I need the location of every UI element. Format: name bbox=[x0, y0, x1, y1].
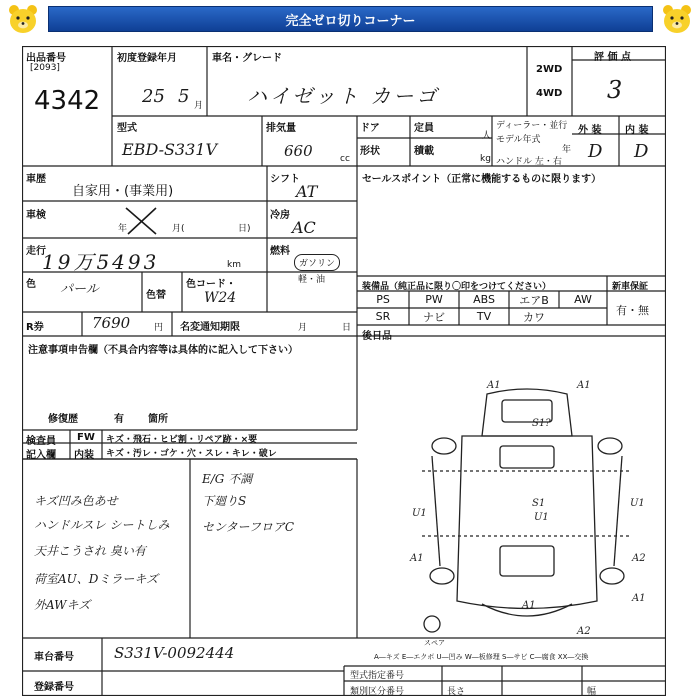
registration-year: 25 bbox=[142, 86, 165, 107]
ac-value: AC bbox=[292, 218, 316, 237]
usage-value: 自家用・(事業用) bbox=[72, 184, 174, 199]
mileage-value: 19万5493 bbox=[42, 250, 160, 274]
damage-mark: A1 bbox=[632, 593, 646, 604]
inspector-note-left: 外AWキズ bbox=[34, 598, 91, 612]
inspector-note-right: E/G 不調 bbox=[202, 472, 253, 486]
recycle-label: R券 bbox=[26, 322, 44, 333]
banner-title: 完全ゼロ切りコーナー bbox=[48, 6, 653, 32]
inspector-note-left: ハンドルスレ シートしみ bbox=[34, 518, 170, 532]
interior-check-label: 内装 bbox=[74, 450, 94, 461]
exterior-grade: D bbox=[588, 141, 603, 162]
spare-label: スペア bbox=[424, 639, 445, 647]
inspection-day: 日) bbox=[238, 224, 251, 234]
equipment-label: 装備品（純正品に限り〇印をつけてください） bbox=[362, 282, 552, 292]
entry-label: 記入欄 bbox=[26, 450, 56, 461]
damage-mark: S1 bbox=[532, 498, 546, 509]
lot-number-label: 出品番号 bbox=[26, 53, 66, 64]
interior-label: 内 装 bbox=[625, 125, 649, 136]
bear-mascot-icon bbox=[4, 2, 42, 36]
color-value: パール bbox=[60, 282, 99, 297]
length-label: 長さ bbox=[447, 687, 466, 697]
lot-sub-number: [2093] bbox=[30, 63, 60, 73]
model-designation-label: 型式指定番号 bbox=[350, 671, 405, 681]
color-change-label: 色替 bbox=[146, 290, 166, 301]
color-code-label: 色コード・ bbox=[186, 279, 236, 290]
damage-mark: A1 bbox=[577, 380, 591, 391]
dealer-label: ディーラー・並行 bbox=[496, 121, 568, 131]
registration-number-label: 登録番号 bbox=[34, 682, 74, 693]
model-year-label: モデル年式 bbox=[496, 135, 541, 145]
repair-history-value: 有 bbox=[114, 414, 124, 425]
notes-label: 注意事項申告欄（不具合内容等は具体的に記入して下さい） bbox=[28, 345, 298, 356]
equipment-navi: ナビ bbox=[423, 310, 445, 324]
displacement-label: 排気量 bbox=[266, 123, 296, 134]
lot-number: 4342 bbox=[34, 86, 101, 116]
recycle-value: 7690 bbox=[92, 314, 131, 332]
damage-mark: U1 bbox=[630, 498, 645, 509]
door-label: ドア bbox=[360, 123, 380, 134]
equipment-tv: TV bbox=[476, 310, 492, 323]
car-name: ハイゼット カーゴ bbox=[247, 84, 440, 108]
fuel-gasoline: ガソリン bbox=[294, 254, 340, 271]
inspector-note-right: 下廻りS bbox=[202, 494, 247, 508]
chassis-number-label: 車台番号 bbox=[34, 652, 74, 663]
damage-mark: U1 bbox=[412, 508, 427, 519]
chassis-number-value: S331V-0092444 bbox=[114, 644, 235, 662]
equipment-ps: PS bbox=[376, 293, 390, 306]
displacement-unit: cc bbox=[340, 154, 350, 164]
equipment-pw: PW bbox=[425, 293, 443, 306]
equipment-abs: ABS bbox=[473, 293, 495, 306]
equipment-row-1 bbox=[357, 291, 607, 308]
inspector-note-left: 荷室AU、Dミラーキズ bbox=[34, 572, 159, 586]
damage-mark: A1 bbox=[522, 600, 536, 611]
shape-label: 形状 bbox=[360, 146, 380, 157]
new-car-warranty-options: 有・無 bbox=[616, 304, 649, 317]
inspector-label: 検査員 bbox=[26, 436, 56, 447]
model-label: 型式 bbox=[117, 123, 137, 134]
repair-places-label: 箇所 bbox=[148, 414, 168, 425]
auction-sheet bbox=[22, 46, 666, 696]
inspector-note-left: キズ凹み色あせ bbox=[34, 494, 118, 508]
inspector-note-left: 天井こうされ 臭い有 bbox=[34, 544, 146, 558]
fw-label: FW bbox=[77, 432, 95, 443]
mileage-unit: km bbox=[227, 260, 241, 270]
equipment-row-2 bbox=[357, 308, 607, 325]
recycle-unit: 円 bbox=[154, 323, 164, 333]
name-change-label: 名変通知期限 bbox=[180, 322, 240, 333]
displacement-value: 660 bbox=[284, 142, 313, 160]
inspection-crossed-mark bbox=[122, 204, 162, 238]
sales-points-label: セールスポイント（正常に機能するものに限ります） bbox=[362, 174, 602, 185]
later-items-label: 後日品 bbox=[362, 331, 392, 342]
interior-grade: D bbox=[634, 141, 649, 162]
equipment-leather: カワ bbox=[523, 310, 545, 324]
load-unit: kg bbox=[480, 154, 491, 164]
drive-2wd: 2WD bbox=[536, 64, 563, 75]
inspection-month: 月( bbox=[172, 224, 185, 234]
equipment-aw: AW bbox=[574, 293, 592, 306]
banner bbox=[0, 0, 700, 40]
fw-items: キズ・飛石・ヒビ割・リペア跡・×要 bbox=[106, 435, 258, 445]
car-name-label: 車名・グレード bbox=[212, 53, 282, 64]
damage-mark: A2 bbox=[577, 626, 591, 636]
interior-check-items: キズ・汚レ・ゴケ・穴・スレ・キレ・破レ bbox=[106, 449, 277, 459]
fuel-light-oil: 軽・油 bbox=[298, 275, 326, 285]
shift-label: シフト bbox=[270, 174, 300, 185]
width-label: 幅 bbox=[587, 687, 597, 697]
registration-month: 5 bbox=[178, 86, 190, 107]
damage-legend: A―キズ E―エクボ U―凹み W―板修理 S―サビ C―腐食 XX―交換 bbox=[374, 653, 589, 661]
usage-label: 車歴 bbox=[26, 174, 46, 185]
registration-month-unit: 月 bbox=[194, 101, 204, 111]
drive-4wd: 4WD bbox=[536, 88, 563, 99]
damage-mark: U1 bbox=[534, 512, 549, 523]
bear-mascot-icon bbox=[658, 2, 696, 36]
equipment-sr: SR bbox=[375, 310, 391, 323]
handle-label: ハンドル 左・右 bbox=[496, 157, 562, 167]
score-value: 3 bbox=[607, 76, 623, 104]
inspection-year: 年 bbox=[118, 224, 128, 234]
name-change-month: 月 bbox=[298, 323, 308, 333]
score-label: 評 価 点 bbox=[594, 52, 631, 63]
damage-mark: S1? bbox=[532, 418, 551, 429]
ac-label: 冷房 bbox=[270, 210, 290, 221]
repair-history-label: 修復歴 bbox=[48, 414, 78, 425]
color-code-value: W24 bbox=[204, 290, 237, 306]
damage-mark: A1 bbox=[487, 380, 501, 391]
model-value: EBD-S331V bbox=[122, 140, 218, 159]
damage-mark: A1 bbox=[410, 553, 424, 564]
inspection-label: 車検 bbox=[26, 210, 46, 221]
name-change-day: 日 bbox=[342, 323, 352, 333]
new-car-warranty-label: 新車保証 bbox=[612, 282, 649, 292]
load-label: 積載 bbox=[414, 146, 434, 157]
first-registration-label: 初度登録年月 bbox=[117, 53, 177, 64]
inspector-note-right: センターフロアC bbox=[202, 520, 295, 534]
mileage-label: 走行 bbox=[26, 246, 46, 257]
color-label: 色 bbox=[26, 279, 36, 290]
exterior-label: 外 装 bbox=[578, 125, 602, 136]
equipment-airbag: エアB bbox=[519, 293, 549, 307]
capacity-unit: 人 bbox=[482, 131, 492, 141]
fuel-label: 燃料 bbox=[270, 246, 290, 257]
class-number-label: 類別区分番号 bbox=[350, 687, 405, 697]
capacity-label: 定員 bbox=[414, 123, 434, 134]
car-damage-diagram bbox=[392, 376, 662, 636]
shift-value: AT bbox=[296, 182, 318, 201]
model-year-unit: 年 bbox=[562, 145, 572, 155]
damage-mark: A2 bbox=[632, 553, 646, 564]
